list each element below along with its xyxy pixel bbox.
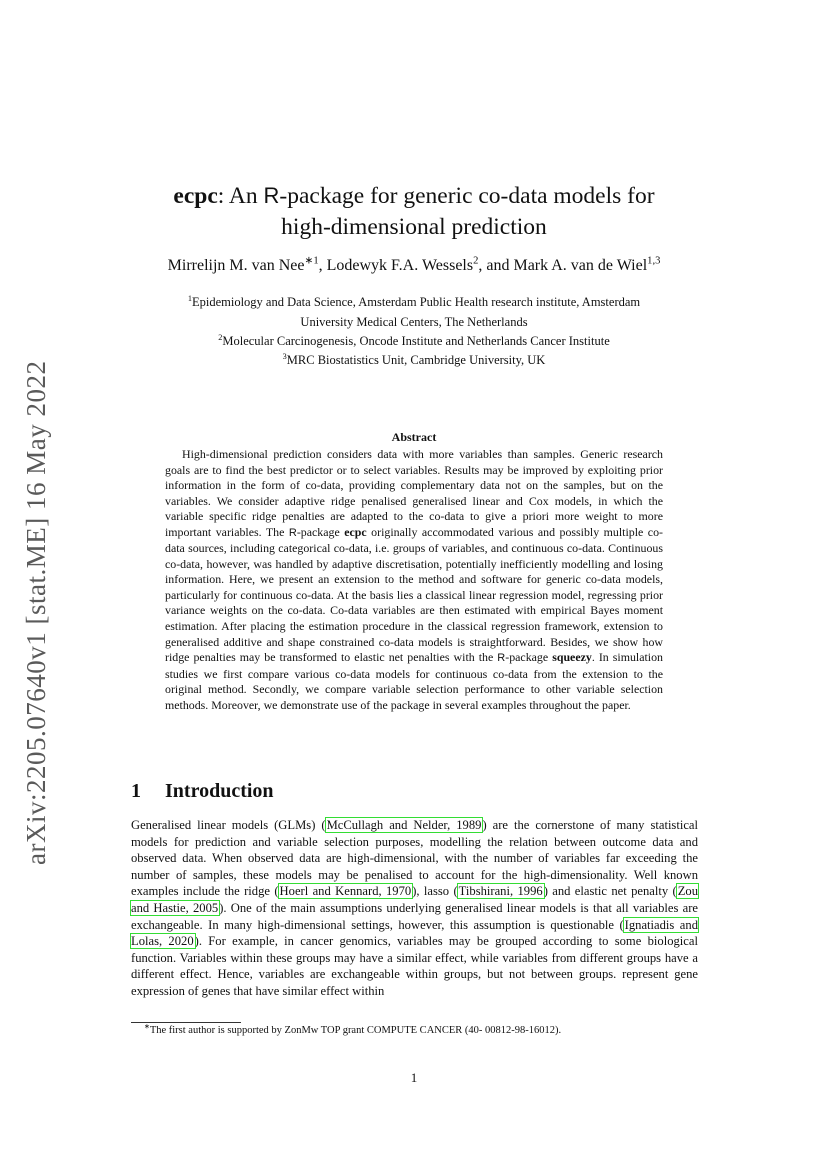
footnote-mark: ∗ [144, 1023, 150, 1031]
title-part: : An [217, 183, 264, 209]
arxiv-identifier: arXiv:2205.07640v1 [stat.ME] 16 May 2022 [21, 360, 51, 865]
intro-text: ) and elastic net penalty ( [543, 884, 677, 899]
author: Mirrelijn M. van Nee [167, 257, 305, 274]
affiliation-text: Molecular Carcinogenesis, Oncode Institute and Netherlands Cancer Institute [222, 334, 610, 348]
title-package-name: ecpc [173, 183, 218, 209]
citation-link[interactable]: Ignatiadis and Lolas, 2020 [131, 917, 698, 949]
affiliation [100, 331, 728, 351]
intro-text: ). One of the main assumptions underlying generalised linear models is that all variables are exchangeable. In many high-dimensional settings, however, this assumption is questionable ( [131, 900, 698, 932]
intro-text: ). For example, in cancer genomics, variables may be grouped according to some biological function. Variables within these groups may have a similar effect, while variables from different groups have a different effect. Hence, variables are exchangeable within groups, but not between groups. represent gene expression of genes that have similar effect within [131, 934, 698, 998]
page-number: 1 [410, 1070, 418, 1085]
affiliation [100, 292, 728, 312]
author-sup: 2 [473, 255, 479, 267]
intro-paragraph [131, 817, 698, 1000]
affiliation [100, 350, 728, 370]
citation-link[interactable]: Hoerl and Kennard, 1970 [279, 884, 412, 899]
section-heading [131, 780, 274, 803]
abstract-text: -package [296, 524, 345, 539]
affiliation-sup: 3 [282, 351, 287, 361]
abstract-heading: Abstract [391, 430, 437, 444]
author-sup: 1,3 [647, 255, 661, 267]
intro-text: ) are the cornerstone of many statistical models for prediction and variable selection purposes, modelling the relation between outcome data and observed data. When observed data are high-dimensional, with the number of variables far exceeding the number of samples, these models may be penalised to account for the high-dimensionality. Well known examples include the ridge ( [131, 818, 699, 899]
abstract-r: R [497, 652, 506, 665]
author-list [100, 257, 728, 275]
affiliation-text: MRC Biostatistics Unit, Cambridge University, UK [286, 353, 546, 367]
footnote [144, 1025, 704, 1036]
author-sup: ∗1 [304, 255, 319, 267]
abstract-r: R [288, 526, 297, 539]
affiliation [100, 312, 728, 332]
affiliation-text: Epidemiology and Data Science, Amsterdam Public Health research institute, Amsterdam [191, 295, 641, 309]
intro-text: Generalised linear models (GLMs) ( [131, 818, 326, 832]
citation-link[interactable]: Tibshirani, 1996 [458, 884, 543, 899]
abstract-body [165, 447, 663, 713]
title-r: R [263, 183, 280, 208]
footnote-text: The first author is supported by ZonMw TOP grant COMPUTE CANCER (40- 00812-98-16012). [149, 1025, 562, 1036]
abstract-squeezy: squeezy [552, 650, 592, 665]
citation-link[interactable]: Zou and Hastie, 2005 [131, 884, 698, 915]
author: , Lodewyk F.A. Wessels [318, 257, 474, 274]
title-line-2: high-dimensional prediction [281, 214, 547, 240]
arxiv-sidebar [16, 350, 56, 865]
citation-link[interactable]: McCullagh and Nelder, 1989 [326, 818, 482, 832]
abstract-text: . In simulation studies we first compare various co-data models for continuous co-data from the extension to the original method. Secondly, we compare variable selection performance to other variable selection methods. Moreover, we demonstrate use of the package in several examples throughout the paper. [165, 650, 663, 712]
section-title: Introduction [165, 780, 274, 802]
abstract-text: originally accommodated various and possibly multiple co-data sources, including categorical co-data, i.e. groups of variables, and continuous co-data. Continuous co-data, however, was handled by adaptive discretisation, potentially inefficiently modelling and losing information. Here, we present an extension to the method and software for generic co-data models, particularly for continuous co-data. At the basis lies a classical linear regression model, regressing prior variance weights on the co-data. Co-data variables are then estimated with empirical Bayes moment estimation. After placing the estimation procedure in the classical regression framework, extension to generalised additive and shape constrained co-data models is straightforward. Besides, we show how ridge penalties may be transformed to elastic net penalties with the [165, 524, 663, 665]
paper-title [140, 180, 688, 243]
title-part: -package for generic co-data models for [279, 183, 655, 209]
intro-text: ), lasso ( [412, 884, 458, 899]
abstract-text: -package [505, 650, 553, 665]
affiliation-sup: 2 [218, 332, 223, 342]
abstract-ecpc: ecpc [344, 524, 367, 539]
section-number: 1 [131, 780, 141, 802]
affiliation-sup: 1 [187, 293, 192, 303]
author: , and Mark A. van de Wiel [478, 257, 648, 274]
abstract-text: High-dimensional prediction considers data with more variables than samples. Generic research goals are to find the best predictor or to select variables. Results may be improved by exploiting prior information in the form of co-data, providing complementary data not on the samples, but on the variables. We consider adaptive ridge penalised generalised linear and Cox models, in which the variable specific ridge penalties are adapted to the co-data to give a priori more weight to more important variables. The [165, 447, 663, 539]
affiliation-text: University Medical Centers, The Netherlands [300, 315, 528, 329]
